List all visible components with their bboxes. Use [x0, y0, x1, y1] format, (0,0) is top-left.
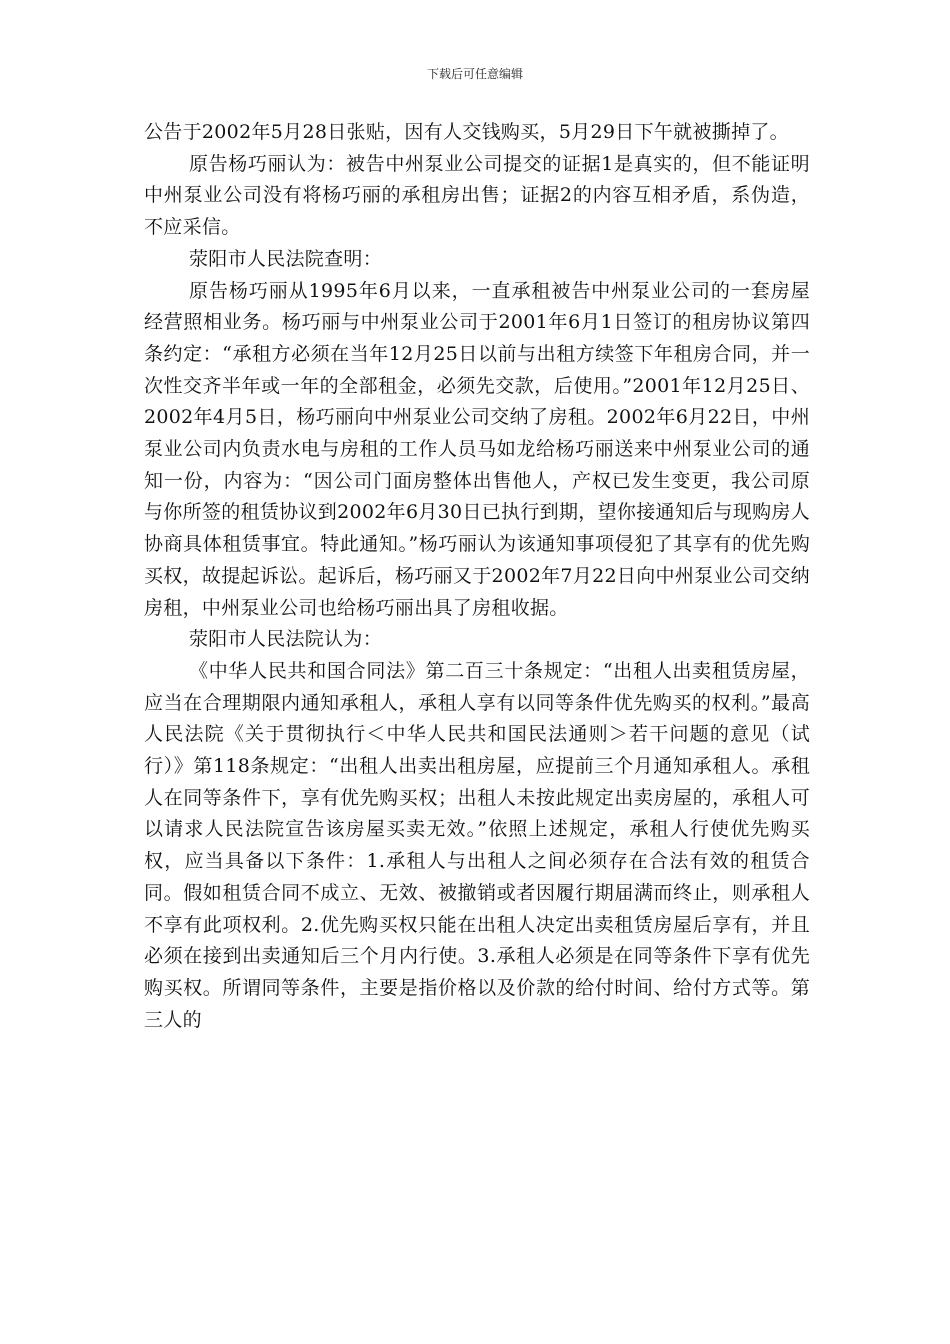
paragraph-court-finds-heading: 荥阳市人民法院查明： — [189, 247, 383, 270]
paragraph-continuation: 公告于2002年5月28日张贴，因有人交钱购买，5月29日下午就被撕掉了。 — [144, 121, 789, 143]
page-header: 下载后可任意编辑 — [426, 67, 523, 81]
paragraph-facts: 原告杨巧丽从1995年6月以来，一直承租被告中州泵业公司的一套房屋经营照相业务。杨巧丽与中州泵业公司于2001年6月1日签订的租房协议第四条约定：“承租方必须在当年12月25日以前与出租方续签下年租房合同，并一次性交齐半年或一年的全部租金，必须先交款，后使用。”2001年12月25日、 2002年4月5日，杨巧丽向中州泵业公司交纳了房租。2002年6月22日，中州泵业公司内负责水电与房租的工作人员马如龙给杨巧丽送来中州泵业公司的通知一份，内容为：“因公司门面房整体出售他人，产权已发生变更，我公司原与你所签的租赁协议到2002年6月30日已执行到期，望你接通知后与现购房人协商具体租赁事宜。特此通知。”杨巧丽认为该通知事项侵犯了其享有的优先购买权，故提起诉讼。起诉后，杨巧丽又于2002年7月22日向中州泵业公司交纳房租，中州泵业公司也给杨巧丽出具了房租收据。 — [144, 279, 810, 619]
paragraph-court-holds-heading: 荥阳市人民法院认为： — [189, 628, 383, 651]
document-body — [144, 117, 810, 1036]
paragraph-plaintiff-opinion: 原告杨巧丽认为：被告中州泵业公司提交的证据1是真实的，但不能证明中州泵业公司没有将杨巧丽的承租房出售；证据2的内容互相矛盾，系伪造，不应采信。 — [144, 152, 810, 239]
paragraph-legal-reasoning: 《中华人民共和国合同法》第二百三十条规定：“出租人出卖租赁房屋，应当在合理期限内通知承租人，承租人享有以同等条件优先购买的权利。”最高人民法院《关于贯彻执行＜中华人民共和国民法通则＞若干问题的意见（试行）》第118条规定：“出租人出卖出租房屋，应提前三个月通知承租人。承租人在同等条件下，享有优先购买权；出租人未按此规定出卖房屋的，承租人可以请求人民法院宣告该房屋买卖无效。”依照上述规定，承租人行使优先购买权，应当具备以下条件：1.承租人与出租人之间必须存在合法有效的租赁合同。假如租赁合同不成立、无效、被撤销或者因履行期届满而终止，则承租人不享有此项权利。2.优先购买权只能在出租人决定出卖租赁房屋后享有，并且必须在接到出卖通知后三个月内行使。3.承租人必须是在同等条件下享有优先购买权。所谓同等条件，主要是指价格以及价款的给付时间、给付方式等。第三人的 — [144, 659, 810, 1031]
